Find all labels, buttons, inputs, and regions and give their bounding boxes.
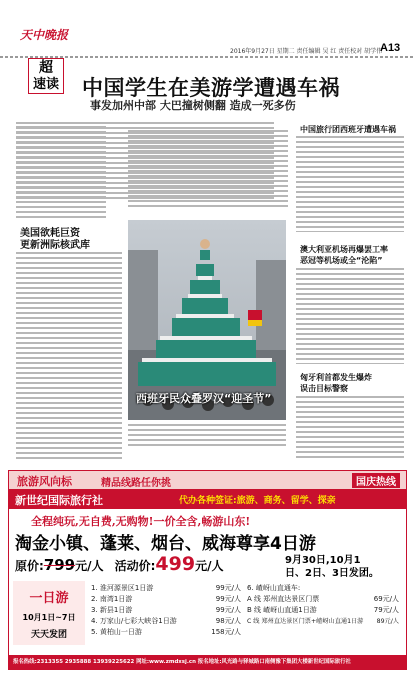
sale-unit: 元/人	[195, 559, 224, 573]
agency-bar	[9, 489, 406, 509]
route-item: 3. 新县1日游 99元/人	[91, 606, 241, 614]
departures-1: 9月30日,10月1	[285, 555, 361, 566]
travel-ad	[8, 470, 407, 670]
route-item: 5. 黄柏山一日游 158元/人	[91, 628, 241, 636]
original-price: 799	[43, 556, 76, 574]
route-list-right	[247, 583, 399, 627]
agency-name: 新世纪国际旅行社	[15, 494, 103, 507]
right-mid-title-2: 恶冠等机场或全“沦陷”	[300, 256, 383, 265]
subheadline: 事发加州中部 大巴撞树侧翻 造成一死多伤	[90, 99, 296, 112]
page-number: A13	[380, 42, 401, 54]
ad-banner-title: 旅游风向标	[17, 475, 72, 488]
article-title-2: 更新洲际核武库	[20, 240, 90, 251]
article-text-1	[16, 252, 122, 462]
route-item: 4. 万家山/七彩大峡谷1日游 98元/人	[91, 617, 241, 625]
original-price-unit: 元/人	[75, 559, 104, 573]
route-item: C 线 郑州直达景区门票+嵖岈山直通1日游 89元/人	[247, 618, 399, 625]
ad-banner	[9, 471, 406, 489]
tag-bottom: 速读	[29, 77, 63, 93]
right-bottom-text	[296, 396, 404, 460]
headline: 中国学生在美游学遭遇车祸	[82, 76, 340, 100]
day-trip-note: 天天发团	[30, 630, 67, 640]
day-trip-box	[13, 581, 85, 645]
photo	[128, 220, 286, 420]
lead-article-text-2	[16, 126, 106, 218]
tour-title: 淘金小镇、蓬莱、烟台、威海尊享4日游	[15, 534, 316, 554]
route-item: B 线 嵖岈山直通1日游 79元/人	[247, 606, 399, 614]
photo-caption: 西班牙民众叠罗汉“迎圣节”	[136, 392, 272, 405]
speed-read-tag	[28, 58, 64, 94]
center-text	[128, 130, 288, 210]
route-item: 1. 淮河源景区1日游 99元/人	[91, 584, 241, 592]
right-top-title: 中国旅行团西班牙遭遇车祸	[300, 125, 396, 134]
right-bottom-title-1: 匈牙利首都发生爆炸	[300, 373, 372, 382]
route-item: A 线 郑州直达景区门票 69元/人	[247, 595, 399, 603]
ad-slogan: 全程纯玩,无自费,无购物!一价全含,畅游山东!	[31, 515, 251, 528]
ad-footer: 报名热线:2313355 2935888 13939225622 网址:www.zmdxsj.cn 报名地址:风光路与驿城路口南侧豫下集团大楼新世纪国际旅行社	[9, 655, 406, 669]
sale-price: 499	[155, 553, 196, 575]
article-title-1: 美国欲耗巨资	[20, 228, 80, 239]
sale-label: 活动价:	[114, 559, 156, 573]
masthead	[0, 0, 415, 55]
original-price-label: 原价:	[15, 559, 44, 573]
ad-banner-tag: 国庆热线	[352, 473, 400, 488]
route-item: 2. 南湾1日游 99元/人	[91, 595, 241, 603]
photo-caption-text	[128, 424, 286, 446]
right-mid-title-1: 澳大利亚机场再爆罢工率	[300, 245, 388, 254]
price-row	[15, 553, 223, 575]
departures-2: 日、2日、3日发团。	[285, 568, 379, 579]
agency-services: 代办各种签证:旅游、商务、留学、探亲	[179, 496, 336, 506]
right-bottom-title-2: 误击目标警察	[300, 384, 348, 393]
day-trip-label: 一日游	[29, 591, 69, 606]
tag-top: 超	[39, 60, 53, 76]
date-line: 2016年9月27日 星期二 责任编辑 吴 红 责任校对 胡学伟	[230, 48, 383, 55]
ad-banner-sub: 精品线路任你挑	[101, 478, 171, 489]
day-trip-dates: 10月1日~7日	[22, 613, 76, 622]
right-top-text	[296, 136, 404, 232]
paper-logo: 天中晚报	[20, 28, 69, 42]
route-list	[91, 583, 241, 638]
route-item: 6. 嵖岈山直通车:	[247, 584, 301, 592]
right-mid-text	[296, 268, 404, 364]
